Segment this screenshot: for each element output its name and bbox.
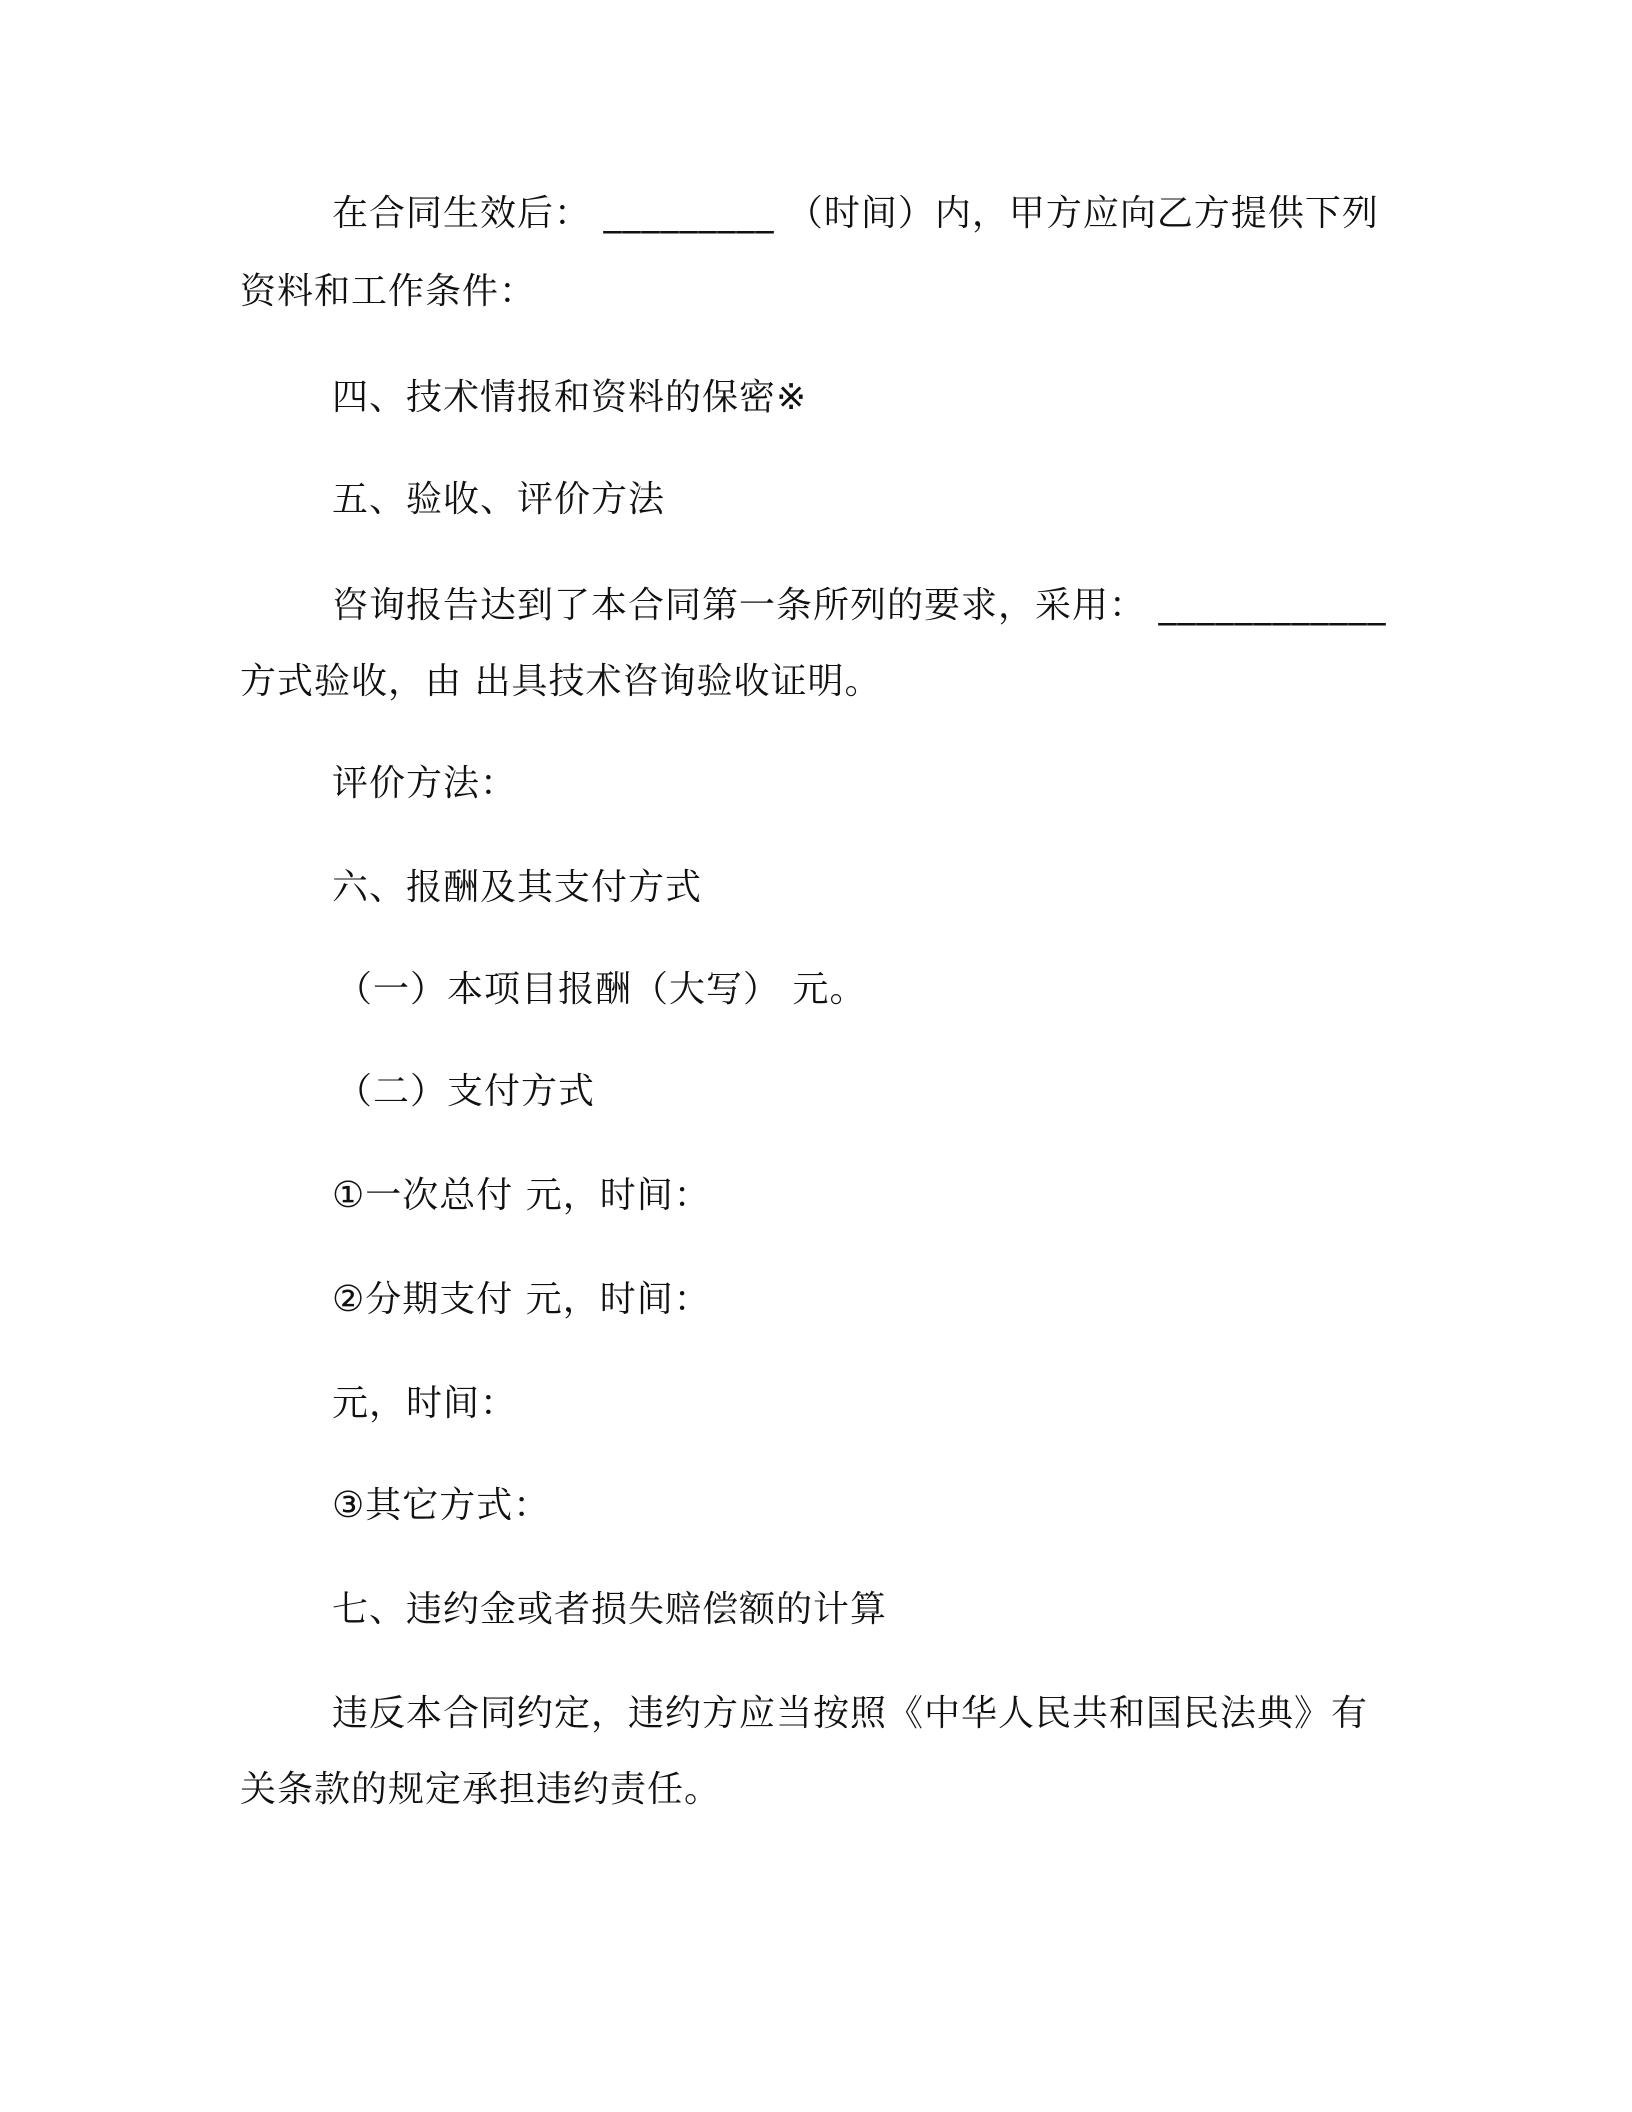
paragraph-provide-materials-cont: 资料和工作条件： — [240, 271, 537, 312]
evaluation-method: 评价方法： — [332, 763, 518, 804]
paragraph-lead: 咨询报告达到了本合同第一条所列的要求，采用： — [332, 585, 1147, 626]
payment-option-3: ③其它方式： — [332, 1485, 551, 1526]
subsection-6-1: （一）本项目报酬（大写） 元。 — [336, 969, 867, 1010]
subsection-6-2: （二）支付方式 — [336, 1071, 596, 1112]
paragraph-liability-cont: 关条款的规定承担违约责任。 — [240, 1769, 722, 1810]
paragraph-acceptance — [332, 584, 1386, 628]
section-heading-4: 四、技术情报和资料的保密※ — [332, 377, 808, 418]
paragraph-provide-materials — [332, 192, 1379, 236]
paragraph-acceptance-cont: 方式验收，由 出具技术咨询验收证明。 — [240, 661, 882, 702]
section-heading-5: 五、验收、评价方法 — [332, 479, 666, 520]
section-heading-6: 六、报酬及其支付方式 — [332, 867, 703, 908]
section-heading-7: 七、违约金或者损失赔偿额的计算 — [332, 1589, 888, 1630]
paragraph-liability: 违反本合同约定，违约方应当按照《中华人民共和国民法典》有 — [332, 1693, 1369, 1734]
paragraph-lead: 在合同生效后： — [332, 193, 592, 234]
payment-option-1: ①一次总付 元，时间： — [332, 1175, 711, 1216]
payment-option-2: ②分期支付 元，时间： — [332, 1279, 711, 1320]
fill-blank-time[interactable]: _________ — [603, 193, 775, 234]
paragraph-tail: （时间）内，甲方应向乙方提供下列 — [786, 193, 1379, 234]
payment-option-2-line-2: 元，时间： — [332, 1383, 518, 1424]
fill-blank-method[interactable]: ____________ — [1158, 585, 1387, 626]
